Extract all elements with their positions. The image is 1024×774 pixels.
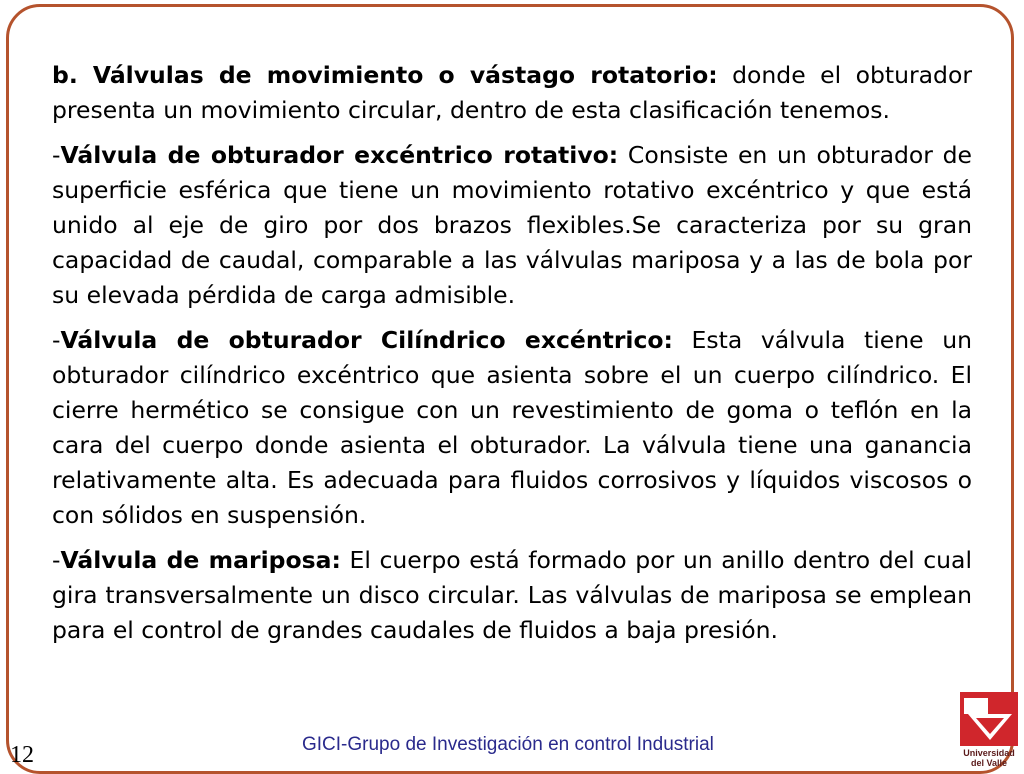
paragraph-title: Válvula de mariposa: <box>60 546 341 574</box>
paragraph-body: donde el obturador presenta un movimiento circular, dentro de esta clasificación tenemos. <box>52 61 973 124</box>
paragraph-prefix: - <box>52 141 61 169</box>
logo-white-block <box>964 698 988 714</box>
paragraph-prefix: - <box>52 546 61 574</box>
universidad-del-valle-logo-icon <box>958 690 1020 768</box>
paragraph-body: El cuerpo está formado por un anillo dentro del cual gira transversalmente un disco circular. Las válvulas de mariposa se emplean para el control de grandes caudales de fluidos a baja presión. <box>52 546 972 644</box>
paragraph-rotary-valves <box>52 58 972 128</box>
paragraph-title: b. Válvulas de movimiento o vástago rotatorio: <box>52 61 718 89</box>
paragraph-eccentric-rotary-plug <box>52 138 972 313</box>
page-number: 12 <box>10 742 34 768</box>
paragraph-prefix: - <box>52 326 61 354</box>
slide-content <box>52 58 972 658</box>
paragraph-title: Válvula de obturador Cilíndrico excéntrico: <box>60 326 673 354</box>
paragraph-body: Esta válvula tiene un obturador cilíndrico excéntrico que asienta sobre el un cuerpo cilíndrico. El cierre hermético se consigue con un revestimiento de goma o teflón en la cara del cuerpo donde asienta el obturador. La válvula tiene una ganancia relativamente alta. Es adecuada para fluidos corrosivos y líquidos viscosos o con sólidos en suspensión. <box>52 326 972 529</box>
footer-group-name: GICI-Grupo de Investigación en control Industrial <box>302 734 714 755</box>
paragraph-butterfly-valve <box>52 543 972 648</box>
logo-text-line2: del Valle <box>970 758 1008 768</box>
paragraph-body: Consiste en un obturador de superficie esférica que tiene un movimiento rotativo excéntrico y que está unido al eje de giro por dos brazos flexibles.Se caracteriza por su gran capacidad de caudal, comparable a las válvulas mariposa y a las de bola por su elevada pérdida de carga admisible. <box>52 141 973 309</box>
logo-text-line1: Universidad <box>963 748 1015 758</box>
paragraph-title: Válvula de obturador excéntrico rotativo: <box>60 141 619 169</box>
paragraph-eccentric-cylindrical-plug <box>52 323 972 533</box>
